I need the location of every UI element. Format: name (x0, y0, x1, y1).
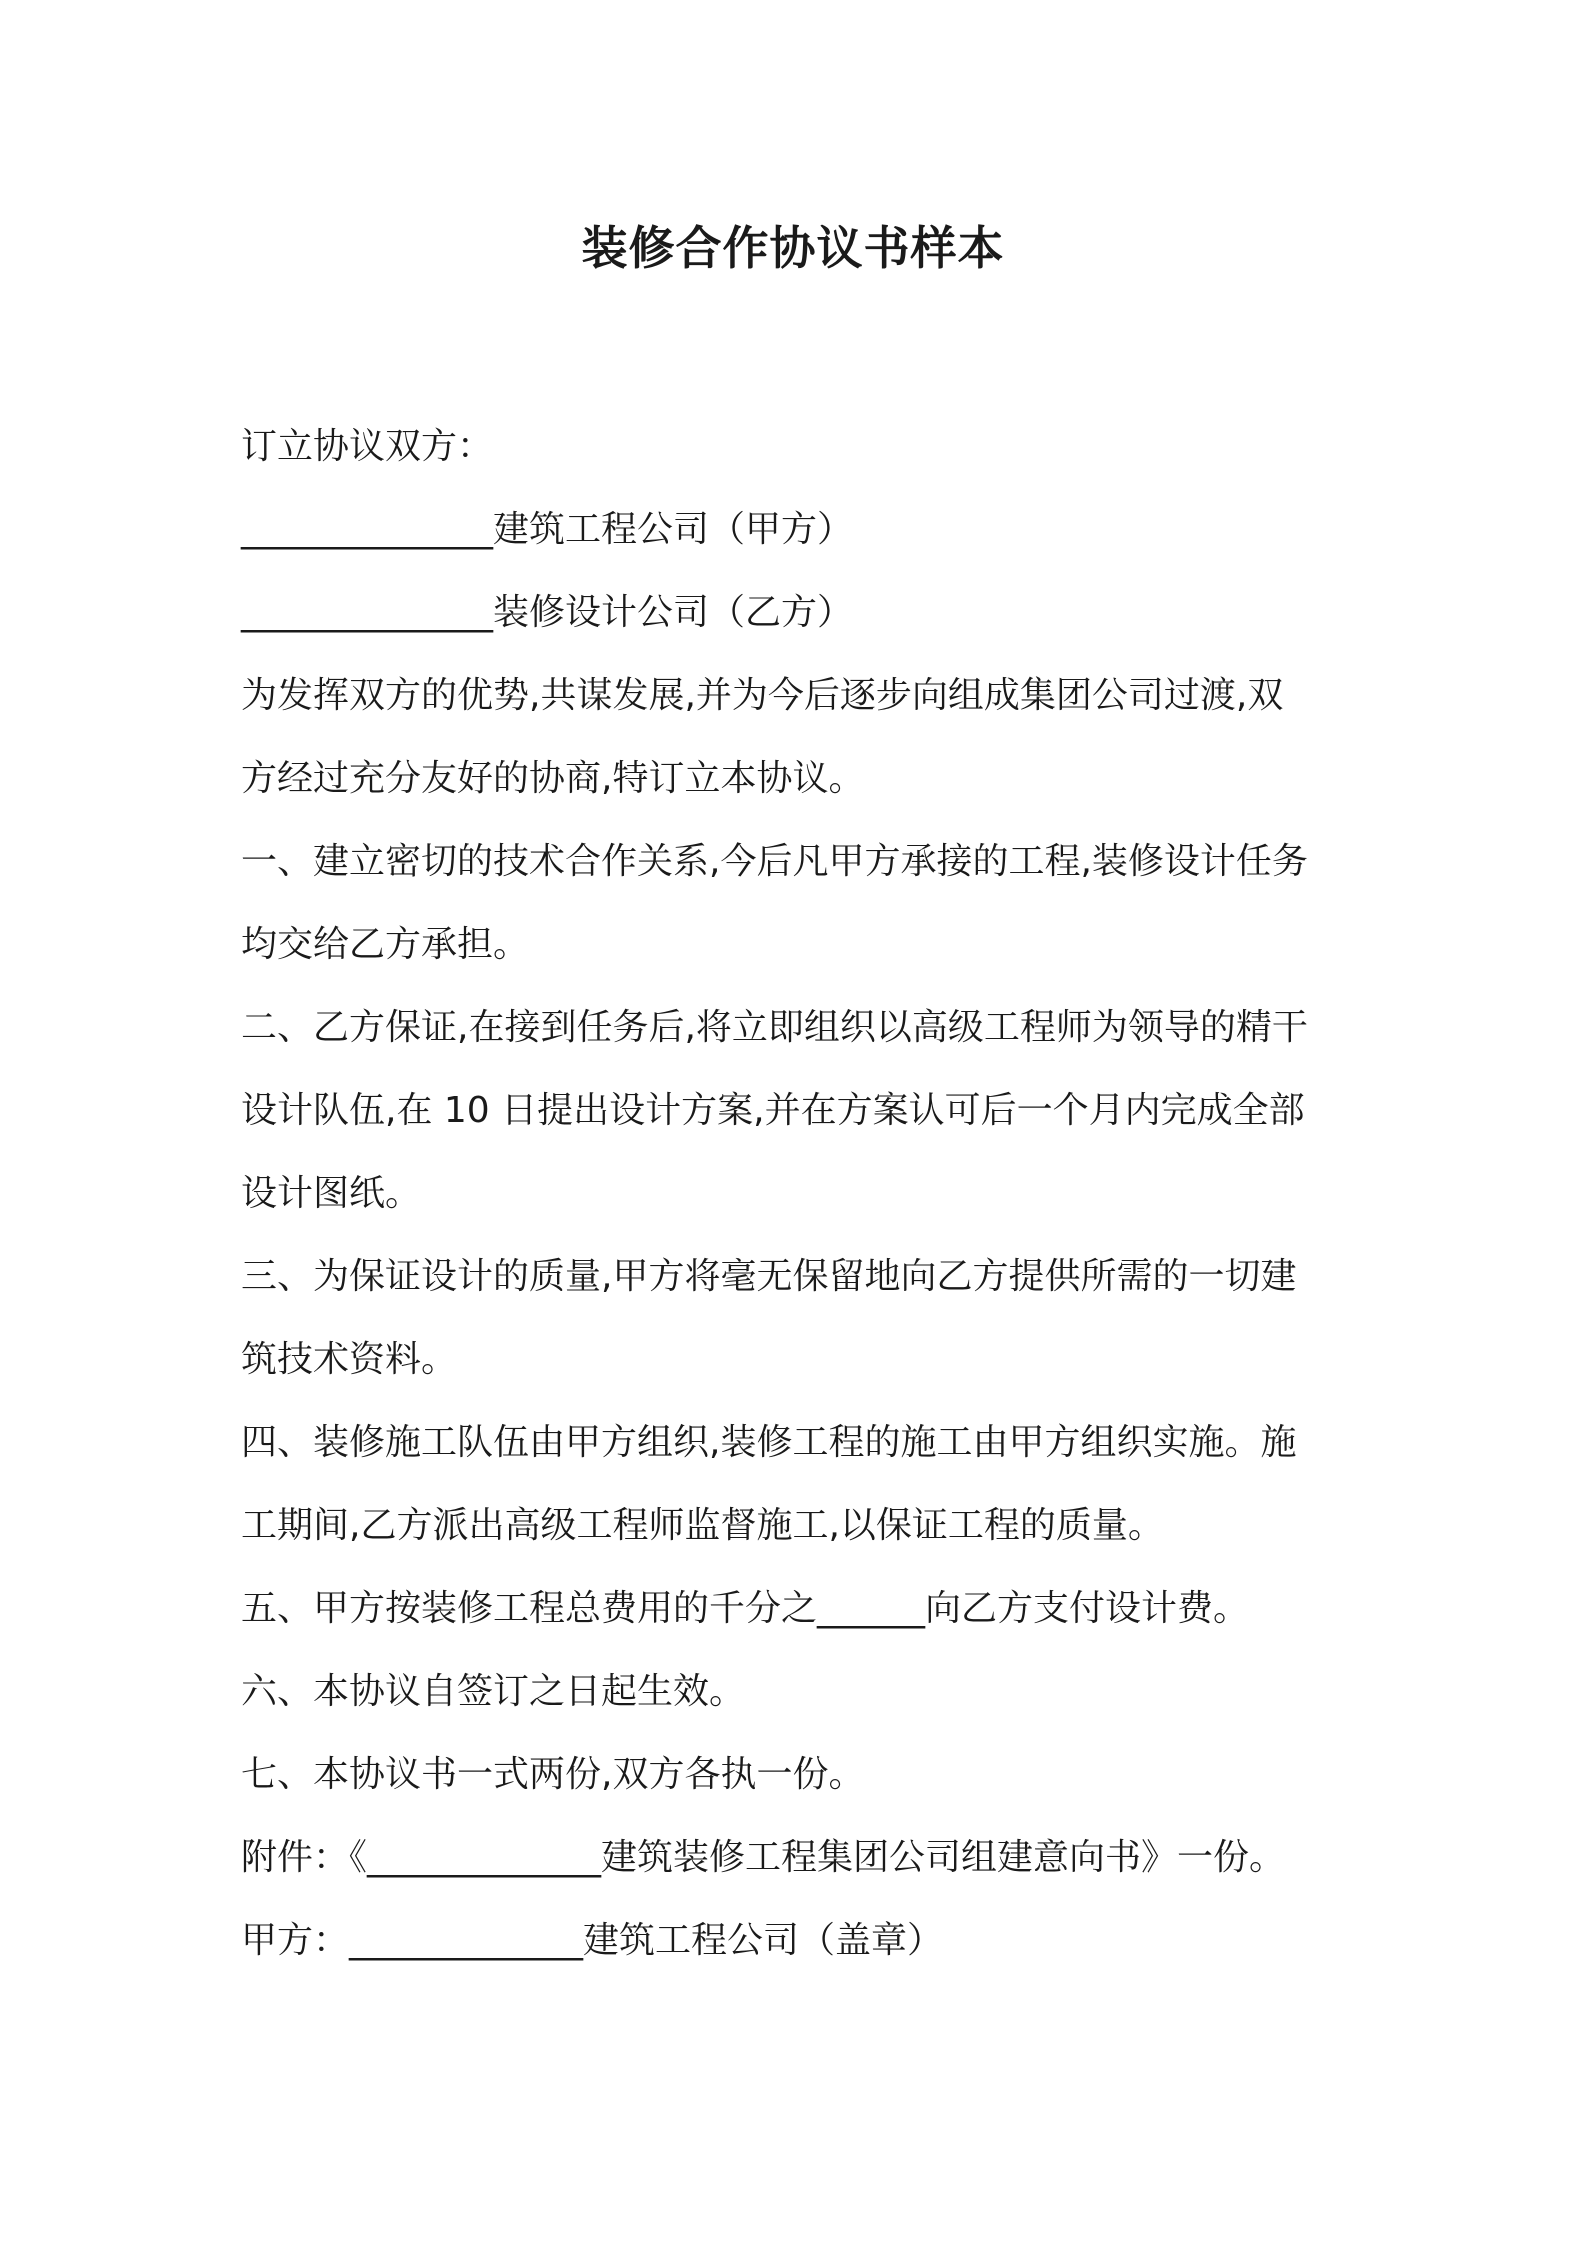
clause-2-line-3: 设计图纸。 (241, 1173, 422, 1214)
clause-4-line-2: 工期间,乙方派出高级工程师监督施工,以保证工程的质量。 (241, 1505, 1164, 1546)
document-title: 装修合作协议书样本 (581, 221, 1005, 275)
clause-2-line-2: 设计队伍,在 10 日提出设计方案,并在方案认可后一个月内完成全部 (241, 1090, 1305, 1131)
clause-5-line: 五、甲方按装修工程总费用的千分之______向乙方支付设计费。 (241, 1588, 1250, 1629)
document-body (241, 405, 1371, 1982)
attachment-line: 附件：《_____________建筑装修工程集团公司组建意向书》一份。 (241, 1837, 1286, 1878)
preamble-line-1: 为发挥双方的优势,共谋发展,并为今后逐步向组成集团公司过渡,双 (241, 675, 1284, 716)
preamble-line-2: 方经过充分友好的协商,特订立本协议。 (241, 758, 865, 799)
clause-1-line-2: 均交给乙方承担。 (241, 924, 530, 965)
party-a-line: ______________建筑工程公司（甲方） (241, 509, 854, 550)
clause-6-line: 六、本协议自签订之日起生效。 (241, 1671, 746, 1712)
clause-7-line: 七、本协议书一式两份,双方各执一份。 (241, 1754, 865, 1795)
signature-party-a-line: 甲方：_____________建筑工程公司（盖章） (241, 1920, 944, 1961)
clause-3-line-1: 三、为保证设计的质量,甲方将毫无保留地向乙方提供所需的一切建 (241, 1256, 1297, 1297)
clause-3-line-2: 筑技术资料。 (241, 1339, 458, 1380)
clause-2-line-1: 二、乙方保证,在接到任务后,将立即组织以高级工程师为领导的精干 (241, 1007, 1308, 1048)
party-b-line: ______________装修设计公司（乙方） (241, 592, 854, 633)
parties-heading: 订立协议双方： (241, 426, 494, 467)
clause-4-line-1: 四、装修施工队伍由甲方组织,装修工程的施工由甲方组织实施。施 (241, 1422, 1297, 1463)
clause-1-line-1: 一、建立密切的技术合作关系,今后凡甲方承接的工程,装修设计任务 (241, 841, 1308, 882)
